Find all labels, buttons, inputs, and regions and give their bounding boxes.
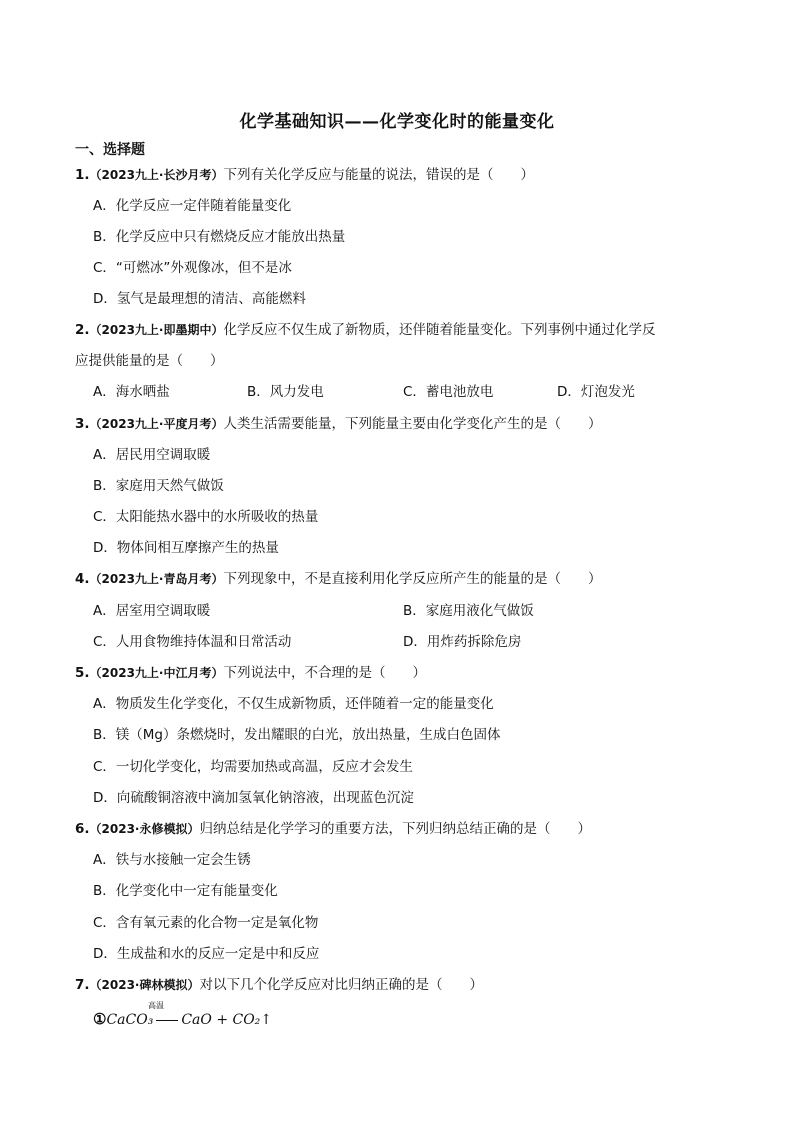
question-1-option-d: D．氢气是最理想的清洁、高能燃料 <box>93 291 306 307</box>
question-2-option-a: A．海水晒盐 <box>93 384 170 400</box>
question-6-option-c: C．含有氧元素的化合物一定是氧化物 <box>93 915 319 931</box>
question-5-option-a: A．物质发生化学变化，不仅生成新物质，还伴随着一定的能量变化 <box>93 696 494 712</box>
question-source: （2023九上·中江月考） <box>89 666 224 680</box>
question-2-stem-cont: 应提供能量的是（ ） <box>75 353 224 369</box>
section-heading: 一、选择题 <box>75 142 145 158</box>
question-4-stem: 4.（2023九上·青岛月考）下列现象中，不是直接利用化学反应所产生的能量的是（ ） <box>75 571 602 587</box>
question-3-option-d: D．物体间相互摩擦产生的热量 <box>93 540 279 556</box>
question-source: （2023九上·长沙月考） <box>89 168 224 182</box>
equation-products: CaO + CO₂↑ <box>181 1012 273 1028</box>
question-1-option-b: B．化学反应中只有燃烧反应才能放出热量 <box>93 229 346 245</box>
circled-number-marker: ① <box>93 1010 107 1028</box>
equation-sign <box>156 1020 178 1021</box>
question-1-option-a: A．化学反应一定伴随着能量变化 <box>93 198 292 214</box>
question-source: （2023九上·即墨期中） <box>89 323 224 337</box>
page-title: 化学基础知识——化学变化时的能量变化 <box>239 112 555 132</box>
question-3-stem: 3.（2023九上·平度月考）人类生活需要能量，下列能量主要由化学变化产生的是（ ） <box>75 416 602 432</box>
question-5-option-b: B．镁（Mg）条燃烧时，发出耀眼的白光，放出热量，生成白色固体 <box>93 727 501 743</box>
question-2-option-d: D．灯泡发光 <box>557 384 635 400</box>
question-6-option-a: A．铁与水接触一定会生锈 <box>93 852 251 868</box>
question-5-option-c: C．一切化学变化，均需要加热或高温，反应才会发生 <box>93 759 413 775</box>
question-7-stem: 7.（2023·碑林模拟）对以下几个化学反应对比归纳正确的是（ ） <box>75 977 483 993</box>
chemical-equation <box>93 1010 272 1028</box>
question-3-option-c: C．太阳能热水器中的水所吸收的热量 <box>93 509 319 525</box>
question-2-stem: 2.（2023九上·即墨期中）化学反应不仅生成了新物质，还伴随着能量变化。下列事例中通过化学反 <box>75 322 656 338</box>
question-4-option-b: B．家庭用液化气做饭 <box>403 603 534 619</box>
question-6-option-b: B．化学变化中一定有能量变化 <box>93 883 278 899</box>
question-4-option-d: D．用炸药拆除危房 <box>403 634 522 650</box>
question-source: （2023九上·平度月考） <box>89 417 224 431</box>
question-1-stem: 1.（2023九上·长沙月考）下列有关化学反应与能量的说法，错误的是（ ） <box>75 167 534 183</box>
equation-reactant: CaCO₃ <box>106 1012 154 1028</box>
question-6-option-d: D．生成盐和水的反应一定是中和反应 <box>93 946 320 962</box>
question-5-stem: 5.（2023九上·中江月考）下列说法中，不合理的是（ ） <box>75 665 426 681</box>
question-source: （2023·碑林模拟） <box>89 978 200 992</box>
question-6-stem: 6.（2023·永修模拟）归纳总结是化学学习的重要方法，下列归纳总结正确的是（ ） <box>75 821 591 837</box>
question-1-option-c: C．“可燃冰”外观像冰，但不是冰 <box>93 260 292 276</box>
question-2-option-c: C．蓄电池放电 <box>403 384 494 400</box>
question-3-option-b: B．家庭用天然气做饭 <box>93 478 224 494</box>
question-4-option-c: C．人用食物维持体温和日常活动 <box>93 634 292 650</box>
question-4-option-a: A．居室用空调取暖 <box>93 603 211 619</box>
reaction-condition: 高温 <box>148 1001 164 1010</box>
question-source: （2023九上·青岛月考） <box>89 572 224 586</box>
question-5-option-d: D．向硫酸铜溶液中滴加氢氧化钠溶液，出现蓝色沉淀 <box>93 790 414 806</box>
question-3-option-a: A．居民用空调取暖 <box>93 447 211 463</box>
question-source: （2023·永修模拟） <box>89 822 200 836</box>
question-2-option-b: B．风力发电 <box>247 384 324 400</box>
